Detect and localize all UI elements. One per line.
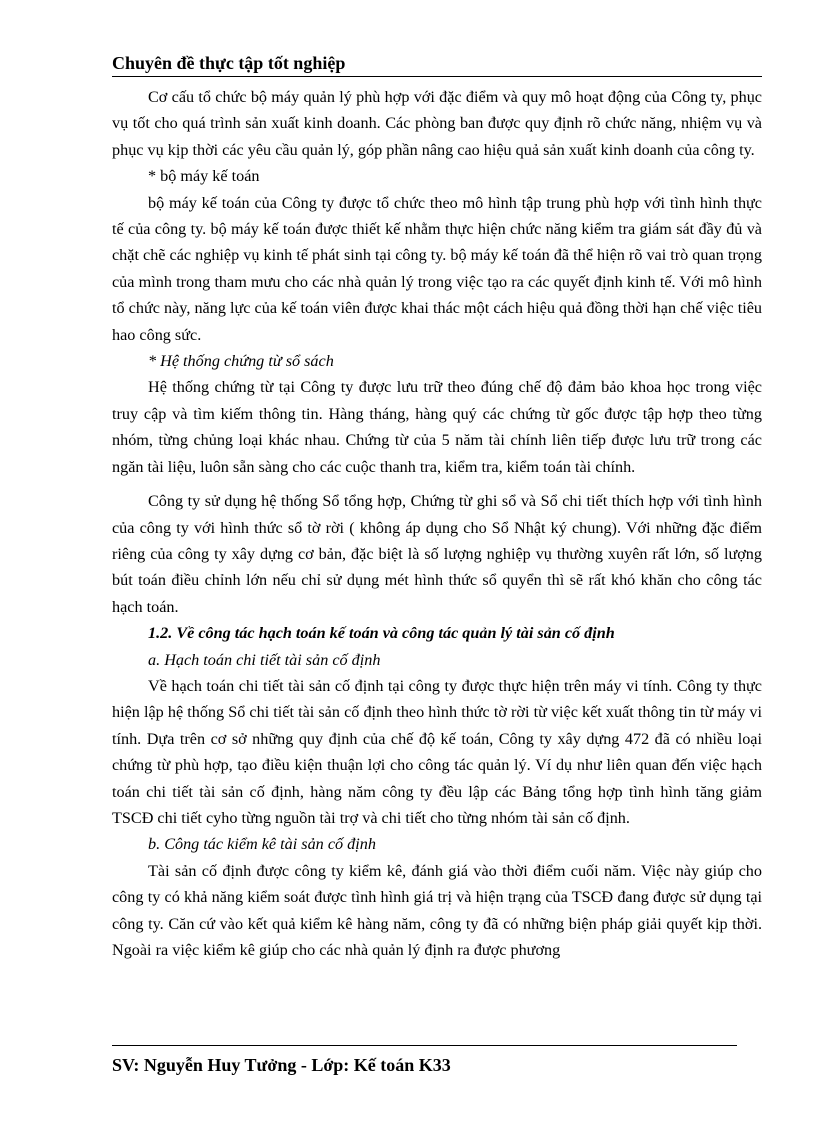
paragraph-accounting-apparatus: bộ máy kế toán của Công ty được tổ chức theo mô hình tập trung phù hợp với tình hình thực tế của công ty. bộ máy kế toán được thiết kế nhằm thực hiện chức năng kiểm tra giám sát đầy đủ và chặt chẽ các nghiệp vụ kinh tế phát sinh tại công ty. bộ máy kế toán đã thể hiện rõ vai trò quan trọng của mình trong tham mưu cho các nhà quản lý trong việc tạo ra các quyết định kinh tế. Với mô hình tổ chức này, năng lực của kế toán viên được khai thác một cách hiệu quả đồng thời hạn chế việc tiêu hao công sức. [112, 193, 762, 344]
subheading-a: a. Hạch toán chi tiết tài sản cố định [148, 650, 381, 669]
page-footer: SV: Nguyễn Huy Tưởng - Lớp: Kế toán K33 [112, 1045, 737, 1076]
paragraph-org-structure: Cơ cấu tổ chức bộ máy quản lý phù hợp với đặc điểm và quy mô hoạt động của Công ty, phục vụ tốt cho quá trình sản xuất kinh doanh. Các phòng ban được quy định rõ chức năng, nhiệm vụ và phục vụ kịp thời các yêu cầu quản lý, góp phần nâng cao hiệu quả sản xuất kinh doanh của công ty. [112, 88, 762, 159]
subheading-b: b. Công tác kiểm kê tài sản cố định [148, 835, 376, 854]
paragraph-fixed-asset-detail: Về hạch toán chi tiết tài sản cố định tại công ty được thực hiện trên máy vi tính. Công ty thực hiện lập hệ thống Sổ chi tiết tài sản cố định theo hình thức tờ rời từ việc kết xuất thông tin từ máy vi tính. Dựa trên cơ sở những quy định của chế độ kế toán, Công ty xây dựng 472 đã có nhiều loại chứng từ phù hợp, tạo điều kiện thuận lợi cho công tác quản lý. Ví dụ như liên quan đến việc hạch toán chi tiết tài sản cố định, hàng năm công ty đều lập các Bảng tổng hợp tình hình tăng giảm TSCĐ chi tiết cyho từng nguồn tài trợ và chi tiết cho từng nhóm tài sản cố định. [112, 676, 762, 827]
section-heading-1-2: 1.2. Về công tác hạch toán kế toán và công tác quản lý tài sản cố định [148, 624, 615, 643]
paragraph-document-system: Hệ thống chứng từ tại Công ty được lưu trữ theo đúng chế độ đảm bảo khoa học trong việc truy cập và tìm kiếm thông tin. Hàng tháng, hàng quý các chứng từ gốc được tập hợp theo từng nhóm, từng chủng loại khác nhau. Chứng từ của 5 năm tài chính liên tiếp được lưu trữ trong các ngăn tài liệu, luôn sẵn sàng cho các cuộc thanh tra, kiểm tra, kiểm toán tài chính. [112, 378, 762, 476]
paragraph-bookkeeping-system: Công ty sử dụng hệ thống Sổ tổng hợp, Chứng từ ghi sổ và Sổ chi tiết thích hợp với tình hình của công ty với hình thức sổ tờ rời ( không áp dụng cho Sổ Nhật ký chung). Với những đặc điểm riêng của công ty xây dựng cơ bản, đặc biệt là số lượng nghiệp vụ thường xuyên rất lớn, số lượng bút toán điều chỉnh lớn nếu chỉ sử dụng mét hình thức sổ quyển thì sẽ rất khó khăn cho công tác hạch toán. [112, 492, 762, 616]
bullet-document-system: * Hệ thống chứng từ sổ sách [148, 352, 334, 371]
paragraph-inventory-check: Tài sản cố định được công ty kiểm kê, đánh giá vào thời điểm cuối năm. Việc này giúp cho công ty có khả năng kiểm soát được tình hình giá trị và hiện trạng của TSCĐ đang được sử dụng tại công ty. Căn cứ vào kết quả kiểm kê hàng năm, công ty đã có những biện pháp giải quyết kịp thời. Ngoài ra việc kiểm kê giúp cho các nhà quản lý định ra được phương [112, 861, 762, 959]
page-header: Chuyên đề thực tập tốt nghiệp [112, 52, 762, 77]
bullet-accounting-apparatus: * bộ máy kế toán [148, 167, 260, 186]
page-content [112, 84, 762, 963]
